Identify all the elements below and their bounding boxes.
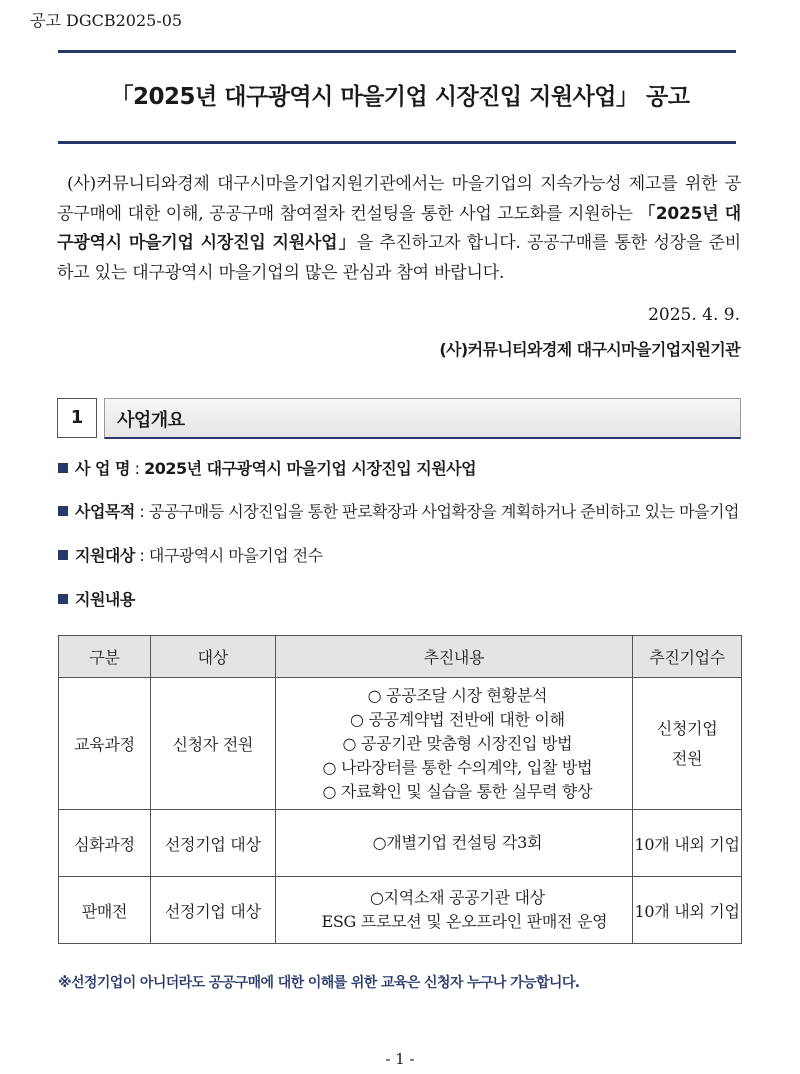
- table-cell-target: 선정기업 대상: [150, 877, 275, 944]
- table-cell-count: 10개 내외 기업: [633, 877, 742, 944]
- intro-paragraph: [57, 170, 741, 288]
- section-title-box: [104, 398, 741, 439]
- content-line: ○지역소재 공공기관 대상: [369, 888, 545, 907]
- content-line: ○ 자료확인 및 실습을 통한 실무력 향상: [322, 781, 593, 801]
- bullet-value: 공공구매등 시장진입을 통한 판로확장과 사업확장을 계획하거나 준비하고 있는 마을기업: [148, 502, 739, 521]
- table-cell-content: [275, 678, 632, 810]
- table-cell-target: 신청자 전원: [150, 678, 275, 810]
- bullet-sep: :: [134, 546, 149, 565]
- count-line: 전원: [671, 748, 703, 768]
- content-line: ○ 나라장터를 통한 수의계약, 입찰 방법: [322, 757, 593, 777]
- bullet-support-content: [58, 587, 135, 610]
- section-header: [57, 398, 741, 438]
- table-cell-count: 10개 내외 기업: [633, 810, 742, 877]
- bullet-key: 사 업 명: [75, 459, 131, 478]
- table-header: 추진내용: [275, 636, 632, 678]
- footnote: ※선정기업이 아니더라도 공공구매에 대한 이해를 위한 교육은 신청자 누구나 가능합니다.: [58, 975, 580, 991]
- bullet-project-name: [58, 456, 476, 479]
- section-title: 사업개요: [117, 410, 185, 431]
- bullet-sep: :: [130, 459, 145, 478]
- bullet-purpose: [58, 499, 739, 522]
- table-row: [59, 678, 742, 810]
- content-line: ○ 공공조달 시장 현황분석: [367, 685, 548, 705]
- bullet-value: 2025년 대구광역시 마을기업 시장진입 지원사업: [144, 459, 477, 478]
- table-cell-category: 판매전: [59, 877, 151, 944]
- table-cell-content: [275, 810, 632, 877]
- content-line: ○개별기업 컨설팅 각3회: [372, 833, 543, 852]
- document-id: 공고 DGCB2025-05: [30, 11, 183, 30]
- table-cell-category: 심화과정: [59, 810, 151, 877]
- content-line: ○ 공공계약법 전반에 대한 이해: [350, 709, 565, 729]
- content-line: ESG 프로모션 및 온오프라인 판매전 운영: [321, 912, 608, 931]
- table-header: 추진기업수: [633, 636, 742, 678]
- bullet-target: [58, 543, 323, 566]
- square-bullet-icon: [58, 463, 68, 473]
- announcement-date: 2025. 4. 9.: [648, 305, 740, 325]
- bullet-key: 지원내용: [75, 590, 135, 609]
- bullet-sep: :: [134, 502, 149, 521]
- intro-text-1: (사)커뮤니티와경제 대구시마을기업지원기관에서는 마을기업의 지속가능성 제고를 위한 공공구매에 대한 이해, 공공구매 참여절차 컨설팅을 통한 사업 고도화를 지원하는: [57, 174, 741, 224]
- table-cell-category: 교육과정: [59, 678, 151, 810]
- support-table: [58, 635, 742, 944]
- organization-name: (사)커뮤니티와경제 대구시마을기업지원기관: [439, 340, 740, 359]
- title-rule-bottom: [58, 141, 736, 144]
- square-bullet-icon: [58, 594, 68, 604]
- square-bullet-icon: [58, 550, 68, 560]
- table-header: 대상: [150, 636, 275, 678]
- intro-text-2: 을 추진하고자 합니다. 공공구매를 통한 성장을 준비하고 있는 대구광역시 마을기업의 많은 관심과 참여 바랍니다.: [57, 233, 741, 283]
- title-rule-top: [58, 50, 736, 53]
- page-title: 「2025년 대구광역시 마을기업 시장진입 지원사업」 공고: [110, 84, 690, 110]
- table-header: 구분: [59, 636, 151, 678]
- table-row: [59, 877, 742, 944]
- count-line: 신청기업: [656, 718, 718, 738]
- page-number: - 1 -: [385, 1050, 415, 1068]
- bullet-key: 사업목적: [75, 502, 135, 521]
- table-cell-count: [633, 678, 742, 810]
- bullet-value: 대구광역시 마을기업 전수: [148, 546, 323, 565]
- table-cell-target: 선정기업 대상: [150, 810, 275, 877]
- table-row: [59, 810, 742, 877]
- content-line: ○ 공공기관 맞춤형 시장진입 방법: [342, 733, 573, 753]
- table-cell-content: [275, 877, 632, 944]
- bullet-key: 지원대상: [75, 546, 135, 565]
- square-bullet-icon: [58, 506, 68, 516]
- table-header-row: [59, 636, 742, 678]
- intro-project-name: 「2025년 대구광역시 마을기업 시장진입 지원사업」: [57, 203, 741, 253]
- section-number: 1: [57, 398, 97, 438]
